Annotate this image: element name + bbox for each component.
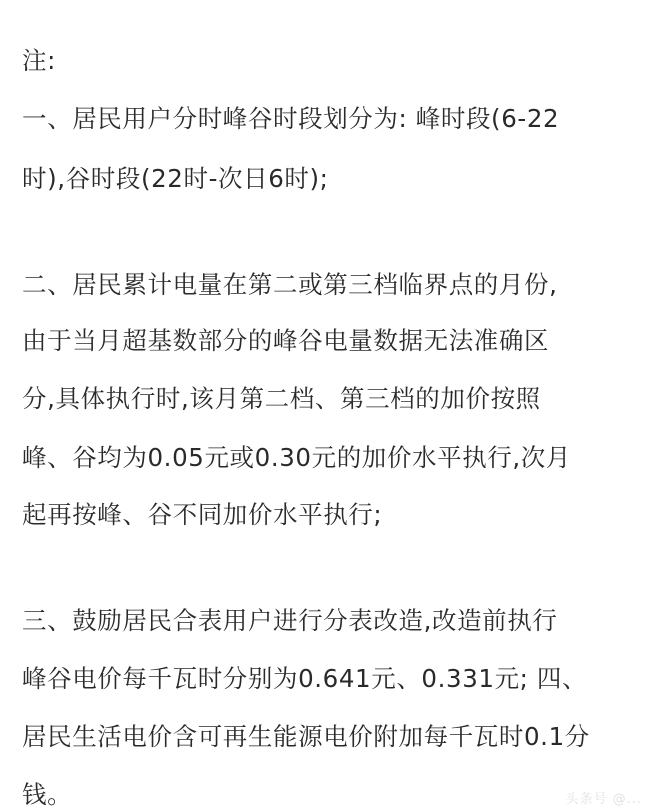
note-line-3: 二、居民累计电量在第二或第三档临界点的月份, [22,270,558,299]
note-line-2: 时),谷时段(22时-次日6时); [22,164,329,193]
note-line-9: 峰谷电价每千瓦时分别为0.641元、0.331元; 四、 [22,664,588,693]
note-line-1: 一、居民用户分时峰谷时段划分为: 峰时段(6-22 [22,104,560,133]
note-line-5: 分,具体执行时,该月第二档、第三档的加价按照 [22,384,541,413]
note-line-11: 钱。 [22,780,73,809]
note-line-8: 三、鼓励居民合表用户进行分表改造,改造前执行 [22,606,558,635]
note-line-10: 居民生活电价含可再生能源电价附加每千瓦时0.1分 [22,722,590,751]
note-line-4: 由于当月超基数部分的峰谷电量数据无法准确区 [22,326,550,355]
note-heading: 注: [22,46,56,75]
note-line-6: 峰、谷均为0.05元或0.30元的加价水平执行,次月 [22,443,571,472]
note-line-7: 起再按峰、谷不同加价水平执行; [22,500,383,529]
watermark: 头条号 @... [565,792,642,807]
